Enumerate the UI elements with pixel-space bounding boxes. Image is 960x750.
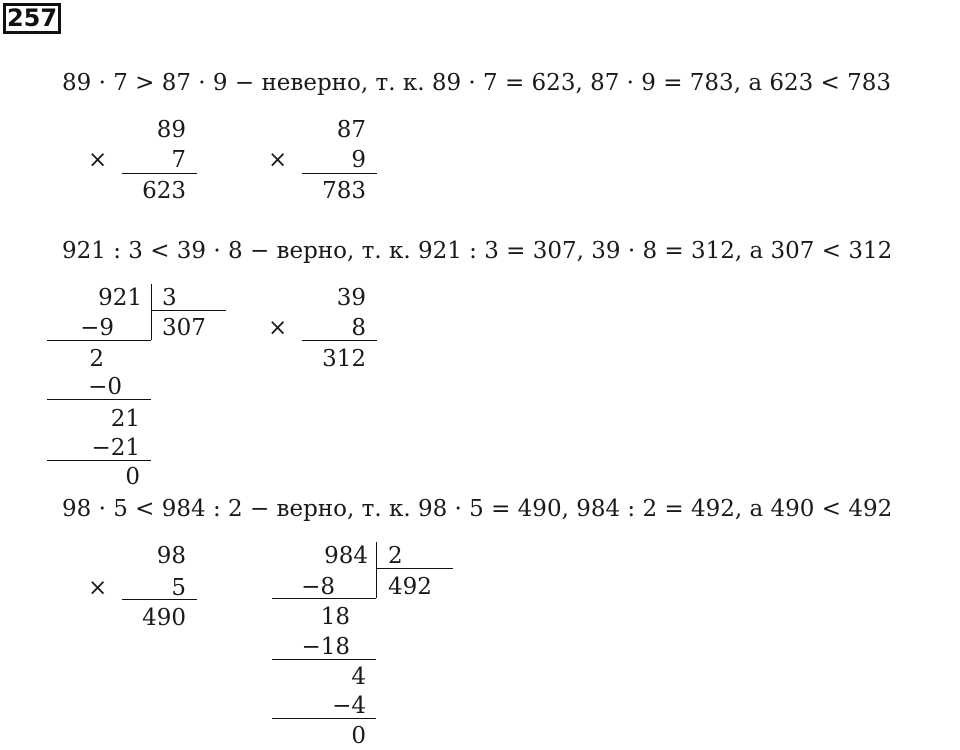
quotient: 492: [388, 574, 432, 600]
division-remainder: 0: [351, 723, 366, 749]
division-step: −18: [301, 634, 350, 660]
division-bar: [376, 542, 377, 598]
dividend: 921: [98, 285, 142, 311]
times-sign: ×: [268, 147, 288, 173]
factor-bottom: 5: [171, 575, 186, 601]
quotient-line: [376, 568, 453, 569]
division-step: −8: [301, 574, 335, 600]
product: 312: [322, 346, 366, 372]
quotient: 307: [162, 315, 206, 341]
step-line: [47, 340, 151, 341]
divisor: 3: [162, 285, 177, 311]
statement-2: 921 : 3 < 39 · 8 − верно, т. к. 921 : 3 = 307, 39 · 8 = 312, а 307 < 312: [62, 238, 893, 264]
factor-bottom: 8: [351, 315, 366, 341]
division-remainder: 0: [125, 464, 140, 490]
statement-3: 98 · 5 < 984 : 2 − верно, т. к. 98 · 5 = 490, 984 : 2 = 492, а 490 < 492: [62, 496, 893, 522]
division-step: 2: [89, 346, 104, 372]
times-sign: ×: [88, 147, 108, 173]
times-sign: ×: [268, 315, 288, 341]
step-line: [47, 399, 151, 400]
division-bar: [151, 284, 152, 340]
factor-top: 87: [336, 117, 366, 143]
factor-bottom: 7: [171, 147, 186, 173]
step-line: [272, 718, 376, 719]
factor-top: 39: [336, 285, 366, 311]
step-line: [272, 659, 376, 660]
division-step: −4: [332, 693, 366, 719]
product: 623: [142, 178, 186, 204]
factor-top: 89: [156, 117, 186, 143]
times-sign: ×: [88, 575, 108, 601]
factor-bottom: 9: [351, 147, 366, 173]
division-step: 18: [320, 604, 350, 630]
factor-top: 98: [156, 543, 186, 569]
quotient-line: [151, 310, 226, 311]
dividend: 984: [324, 543, 368, 569]
division-step: −21: [91, 435, 140, 461]
problem-number-badge: 257: [3, 3, 61, 34]
product: 490: [142, 605, 186, 631]
result-line: [302, 173, 377, 174]
step-line: [272, 598, 376, 599]
division-step: 21: [110, 406, 140, 432]
division-step: −0: [88, 374, 122, 400]
result-line: [122, 599, 197, 600]
divisor: 2: [388, 543, 403, 569]
step-line: [47, 460, 151, 461]
statement-1: 89 · 7 > 87 · 9 − неверно, т. к. 89 · 7 = 623, 87 · 9 = 783, а 623 < 783: [62, 70, 892, 96]
result-line: [302, 340, 377, 341]
product: 783: [322, 178, 366, 204]
division-step: −9: [80, 315, 114, 341]
result-line: [122, 173, 197, 174]
division-step: 4: [351, 664, 366, 690]
